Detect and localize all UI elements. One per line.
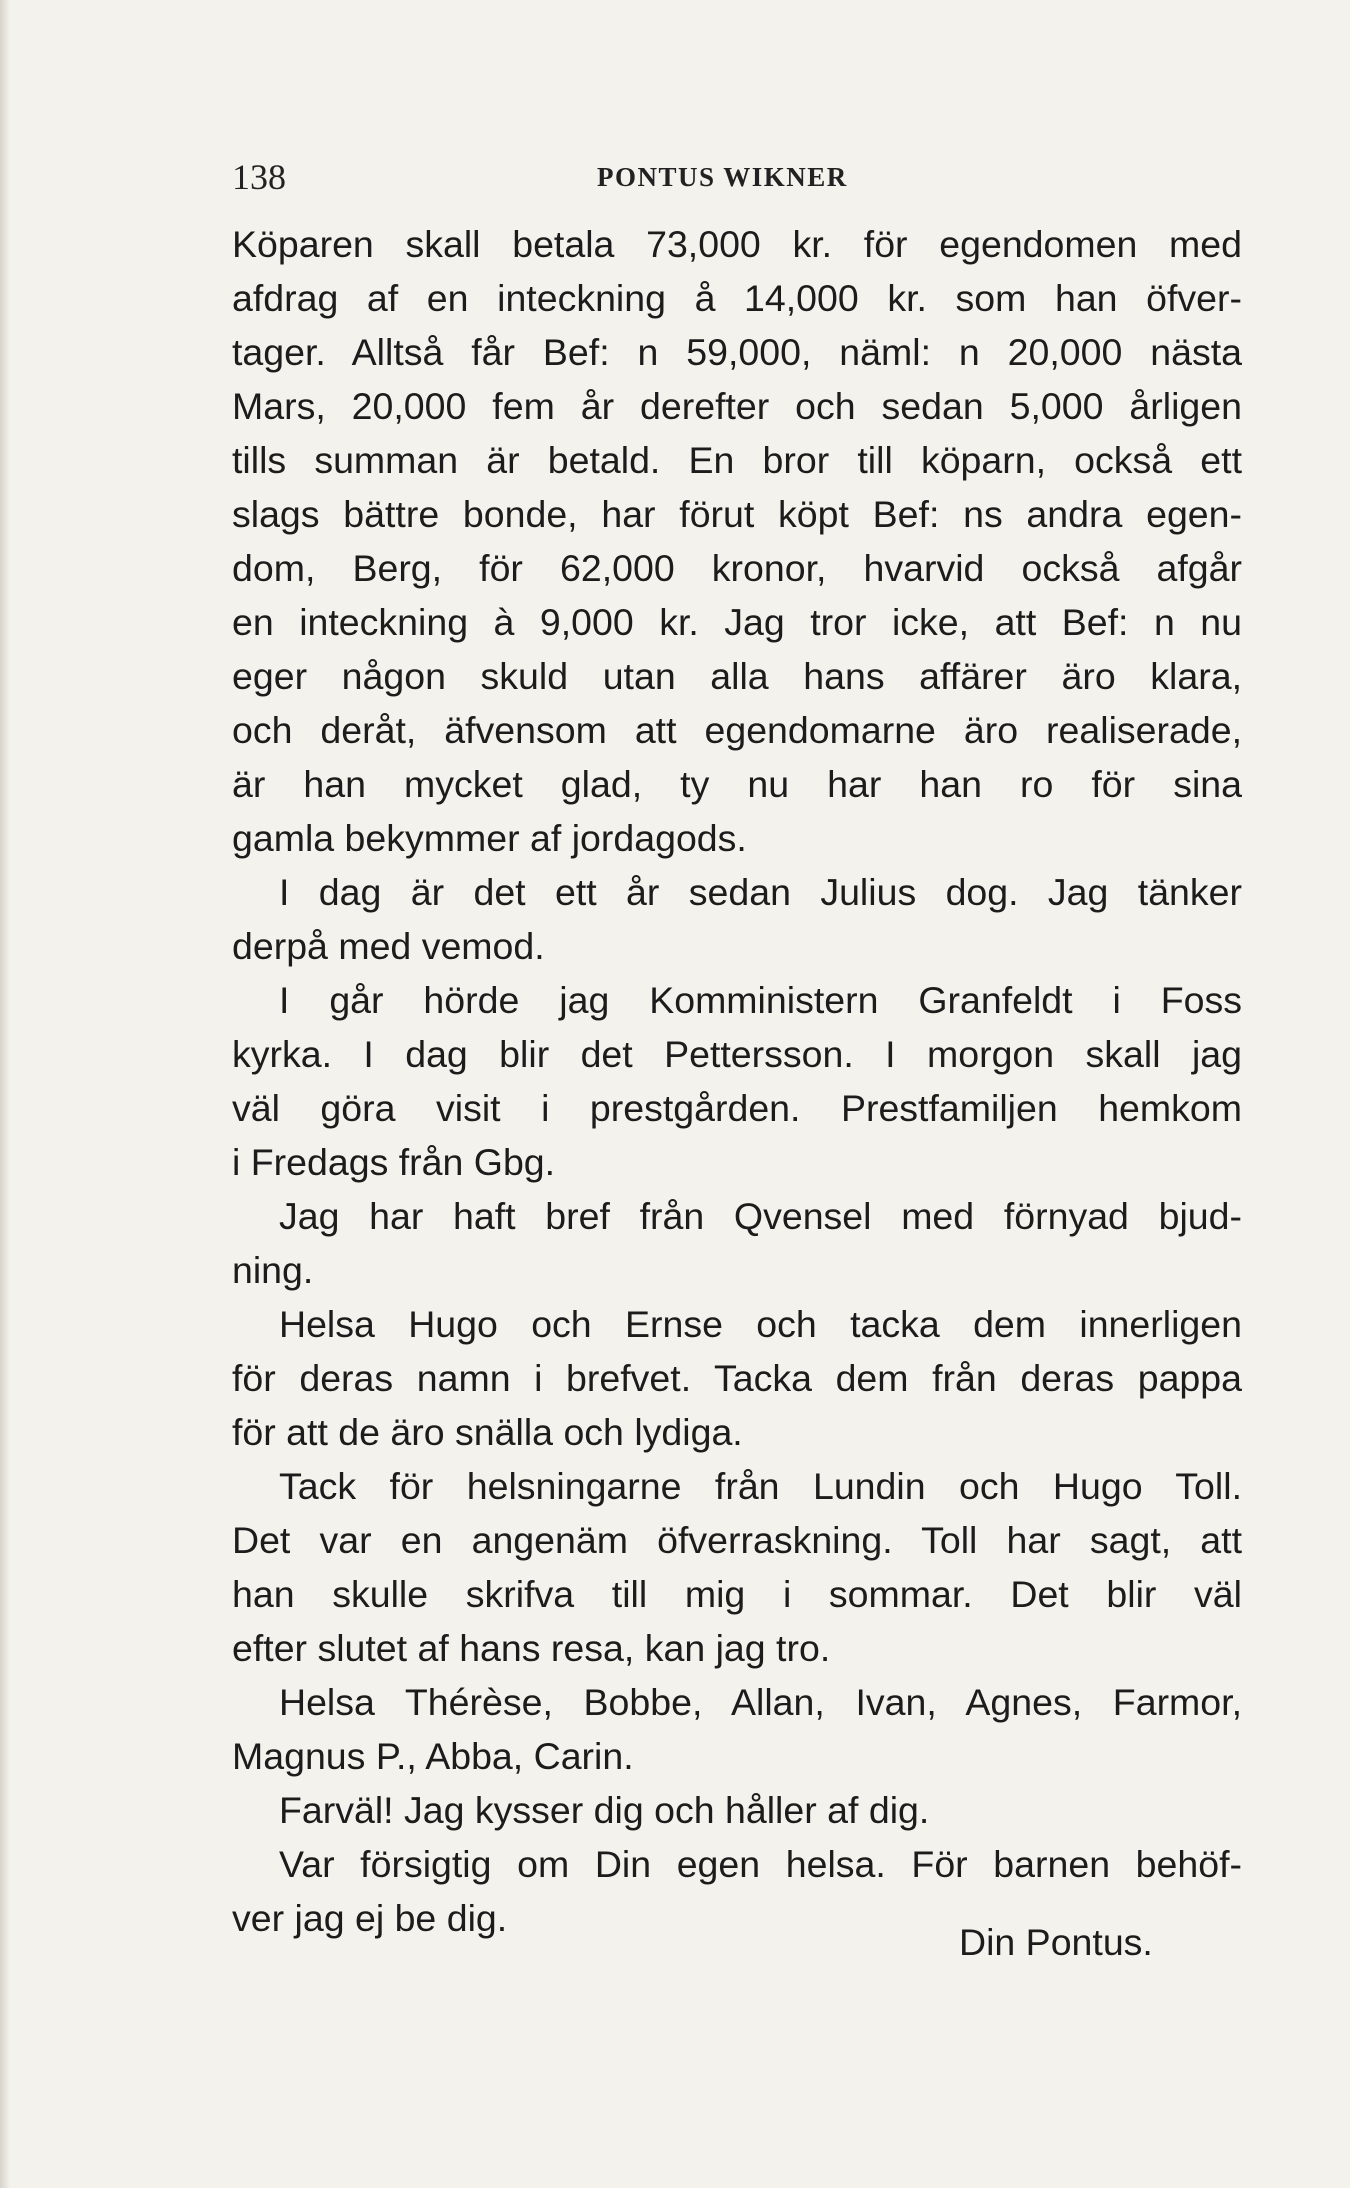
text-line: för deras namn i brefvet. Tacka dem från deras pappa [232, 1357, 1242, 1399]
text-line: afdrag af en inteckning å 14,000 kr. som han öfver- [232, 277, 1242, 319]
running-head [232, 150, 1242, 200]
text-line: I dag är det ett år sedan Julius dog. Jag tänker [279, 871, 1242, 913]
text-line: I går hörde jag Komministern Granfeldt i Foss [279, 979, 1242, 1021]
text-line: ver jag ej be dig. [232, 1897, 508, 1939]
text-line: gamla bekymmer af jordagods. [232, 817, 747, 859]
text-line: dom, Berg, för 62,000 kronor, hvarvid också afgår [232, 547, 1242, 589]
text-line: Farväl! Jag kysser dig och håller af dig. [279, 1789, 930, 1831]
body-text [232, 217, 1242, 1963]
text-line: Det var en angenäm öfverraskning. Toll har sagt, att [232, 1519, 1242, 1561]
text-line: tager. Alltså får Bef: n 59,000, näml: n 20,000 nästa [232, 331, 1242, 373]
text-line: Mars, 20,000 fem år derefter och sedan 5,000 årligen [232, 385, 1242, 427]
paragraph [232, 973, 1242, 1189]
text-line: i Fredags från Gbg. [232, 1141, 556, 1183]
text-line: för att de äro snälla och lydiga. [232, 1411, 743, 1453]
text-line: Jag har haft bref från Qvensel med förnyad bjud- [279, 1195, 1242, 1237]
paragraph [232, 1675, 1242, 1783]
text-line: är han mycket glad, ty nu har han ro för sina [232, 763, 1242, 805]
paragraph [232, 1297, 1242, 1459]
closing-paragraph [232, 1837, 1242, 1963]
text-line: Var försigtig om Din egen helsa. För barnen behöf- [279, 1843, 1242, 1885]
text-line: en inteckning à 9,000 kr. Jag tror icke, att Bef: n nu [232, 601, 1242, 643]
paragraph [232, 1189, 1242, 1297]
text-line: slags bättre bonde, har förut köpt Bef: ns andra egen- [232, 493, 1242, 535]
text-line: väl göra visit i prestgården. Prestfamiljen hemkom [232, 1087, 1242, 1129]
paragraph [232, 217, 1242, 865]
paragraph [232, 1459, 1242, 1675]
paragraph [232, 1783, 1242, 1837]
text-line: derpå med vemod. [232, 925, 545, 967]
text-line: Magnus P., Abba, Carin. [232, 1735, 634, 1777]
text-line: Köparen skall betala 73,000 kr. för egendomen med [232, 223, 1242, 265]
running-title: PONTUS WIKNER [597, 162, 848, 192]
closing-row [232, 1891, 1242, 1963]
text-line: efter slutet af hans resa, kan jag tro. [232, 1627, 831, 1669]
text-line: kyrka. I dag blir det Pettersson. I morgon skall jag [232, 1033, 1242, 1075]
page-number: 138 [232, 157, 286, 197]
paragraph [232, 865, 1242, 973]
text-line: tills summan är betald. En bror till köparn, också ett [232, 439, 1242, 481]
signature: Din Pontus. [959, 1921, 1153, 1963]
text-line: ning. [232, 1249, 314, 1291]
text-line: Helsa Thérèse, Bobbe, Allan, Ivan, Agnes, Farmor, [279, 1681, 1242, 1723]
text-line: och deråt, äfvensom att egendomarne äro realiserade, [232, 709, 1242, 751]
text-line: Helsa Hugo och Ernse och tacka dem innerligen [279, 1303, 1242, 1345]
text-line: han skulle skrifva till mig i sommar. Det blir väl [232, 1573, 1242, 1615]
text-line: Tack för helsningarne från Lundin och Hugo Toll. [279, 1465, 1242, 1507]
text-line: eger någon skuld utan alla hans affärer äro klara, [232, 655, 1242, 697]
page-edge-shadow [0, 0, 10, 2188]
